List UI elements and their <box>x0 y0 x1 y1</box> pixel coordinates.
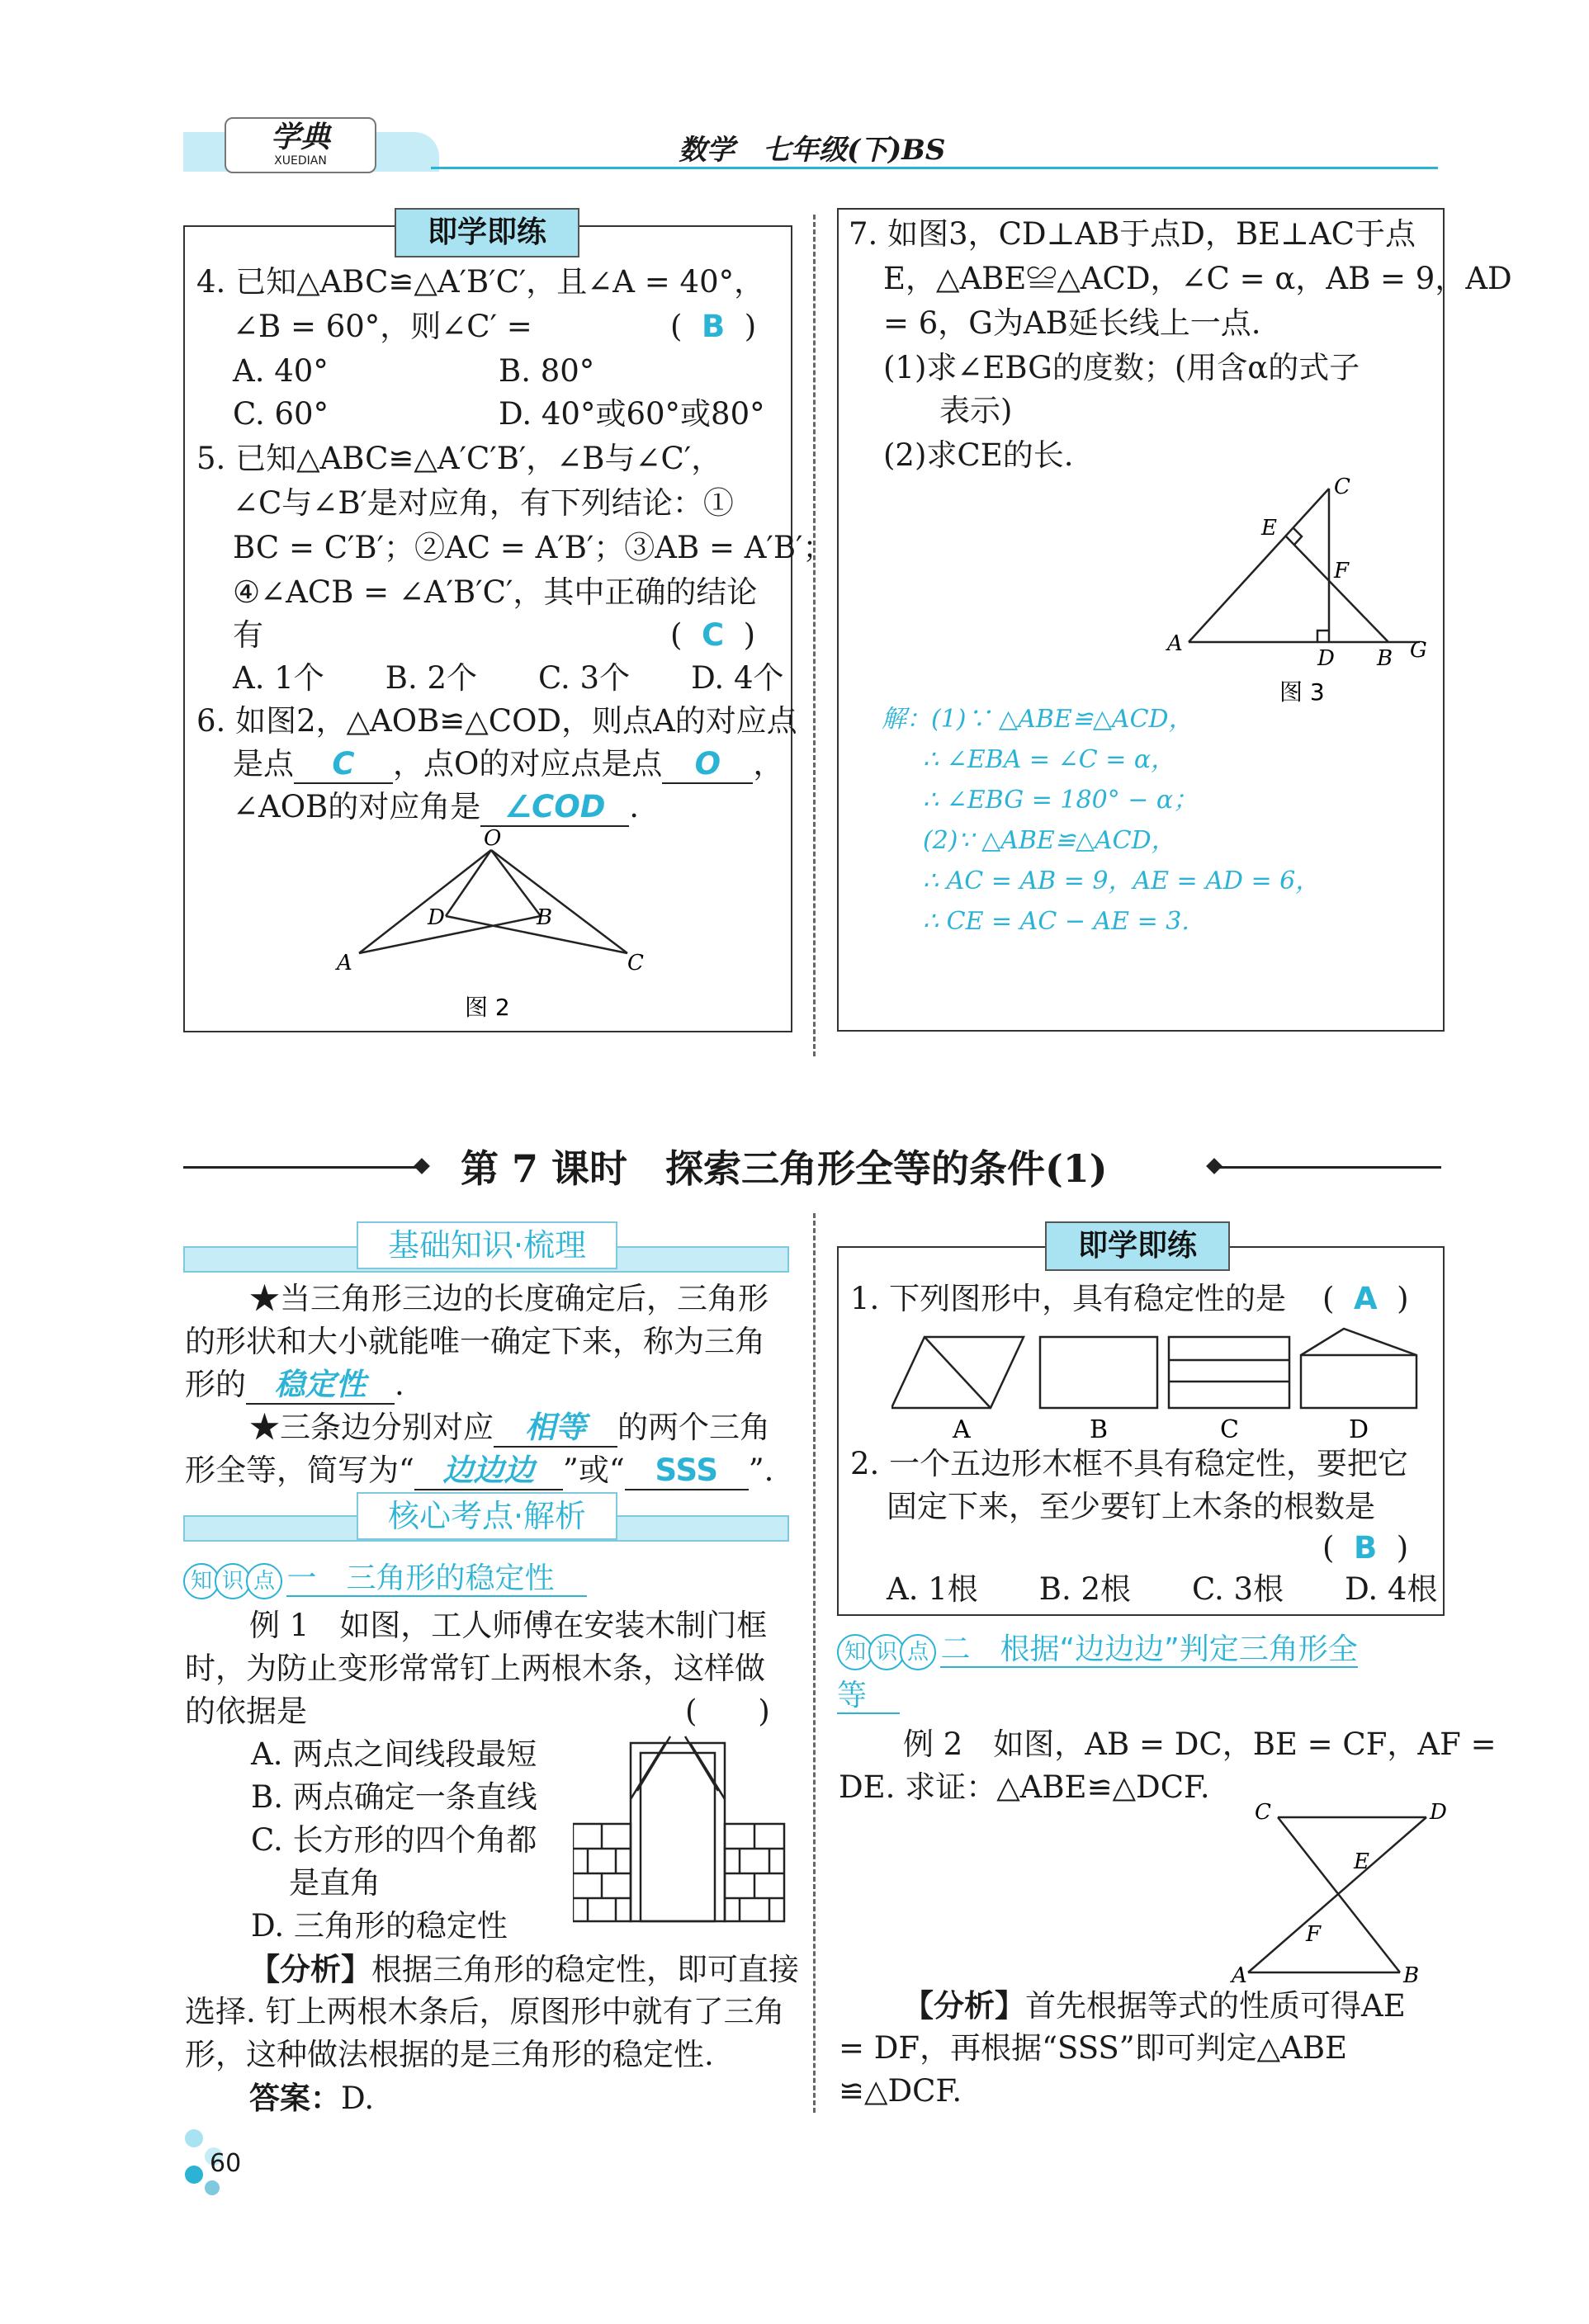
example1-option-d: D. 三角形的稳定性 <box>251 1908 508 1944</box>
practice-q2-answer: ( B ) <box>1322 1530 1409 1566</box>
q4-option-b: B. 80° <box>499 353 595 389</box>
knowledge-blank-sss: SSS <box>625 1452 749 1490</box>
figure-2 <box>330 825 660 1023</box>
fig2-label-d: D <box>428 905 445 930</box>
kp2-circle-3: 点 <box>900 1634 936 1670</box>
logo <box>225 117 376 173</box>
example2-line1: 例 2 如图，AB = DC，BE = CF，AF = <box>903 1726 1497 1762</box>
q4-option-c: C. 60° <box>233 396 329 432</box>
q7-line2: E，△ABE≌△ACD，∠C = α，AB = 9，AD <box>883 261 1512 296</box>
header-banner <box>183 120 1438 172</box>
knowledge-p1-line3: 形的 稳定性 . <box>185 1363 404 1406</box>
header-rule <box>431 167 1438 169</box>
q4-option-a: A. 40° <box>233 353 329 389</box>
shape-label-b: B <box>1090 1415 1109 1444</box>
q4-line1: 4. 已知△ABC≌△A′B′C′，且∠A = 40°， <box>196 264 765 300</box>
q7-line6: (2)求CE的长. <box>883 437 1074 473</box>
practice-q1-answer: ( A ) <box>1322 1281 1409 1316</box>
kp1-circle-2: 识 <box>215 1563 251 1599</box>
example1-option-c1: C. 长方形的四个角都 <box>251 1822 537 1858</box>
answer-1: 答案：D. <box>249 2080 375 2116</box>
fig3-caption: 图 3 <box>1279 678 1325 706</box>
q5-line4: ④∠ACB = ∠A′B′C′，其中正确的结论 <box>233 574 758 610</box>
shape-label-a: A <box>953 1415 971 1444</box>
q4-option-d: D. 40°或60°或80° <box>499 396 765 432</box>
q4-answer: ( B ) <box>670 309 757 344</box>
q6-blank-1: C <box>294 746 393 784</box>
q6-line1: 6. 如图2，△AOB≌△COD，则点A的对应点 <box>196 703 797 739</box>
q7-line4: (1)求∠EBG的度数；(用含α的式子 <box>883 350 1360 385</box>
knowledge-p1-line2: 的形状和大小就能唯一确定下来，称为三角 <box>185 1324 765 1359</box>
analysis-2-line3: ≌△DCF. <box>839 2073 962 2109</box>
column-divider-top <box>813 215 816 1056</box>
example2-line2: DE. 求证：△ABE≌△DCF. <box>839 1769 1210 1805</box>
knowledge-blank-stability: 稳定性 <box>246 1367 395 1405</box>
fig3-label-b: B <box>1377 646 1393 671</box>
example1-option-a: A. 两点之间线段最短 <box>251 1736 537 1772</box>
knowledge-p2-line2: 形全等，简写为“ 边边边 ”或“ SSS ”. <box>185 1449 773 1492</box>
fig-ex2-label-d: D <box>1430 1800 1447 1825</box>
figure-3 <box>1164 470 1436 710</box>
example1-line1: 例 1 如图，工人师傅在安装木制门框 <box>249 1608 768 1643</box>
q5-options: A. 1个 B. 2个 C. 3个 D. 4个 <box>233 660 784 696</box>
shapes-figure <box>891 1320 1436 1444</box>
fig-ex2-label-a: A <box>1232 1963 1247 1988</box>
kp1-title: 一 三角形的稳定性 <box>286 1561 587 1597</box>
q7-line3: = 6，G为AB延长线上一点. <box>883 305 1261 341</box>
lesson-title-rule-right <box>1217 1166 1441 1169</box>
analysis-2-line1: 【分析】首先根据等式的性质可得AE <box>903 1987 1406 2024</box>
fig2-caption: 图 2 <box>465 994 510 1021</box>
fig3-label-e: E <box>1261 516 1277 541</box>
q6-blank-3: ∠COD <box>480 789 629 827</box>
solution-line-2: ∴ ∠EBA = ∠C = α， <box>923 745 1176 774</box>
fig3-label-c: C <box>1334 475 1350 499</box>
fig3-label-d: D <box>1317 646 1335 671</box>
fig2-label-a: A <box>337 951 352 975</box>
kp2-circle-1: 知 <box>837 1634 873 1670</box>
knowledge-blank-equal: 相等 <box>494 1410 617 1448</box>
q5-line2: ∠C与∠B′是对应角，有下列结论：① <box>233 485 734 521</box>
fig3-label-a: A <box>1167 631 1183 656</box>
q5-line1: 5. 已知△ABC≌△A′C′B′，∠B与∠C′， <box>196 441 722 476</box>
q4-line2: ∠B = 60°，则∠C′ = <box>233 309 532 344</box>
band-core-points-label: 核心考点·解析 <box>357 1492 617 1540</box>
door-frame-figure <box>573 1733 787 1923</box>
solution-line-3: ∴ ∠EBG = 180° − α； <box>923 786 1199 815</box>
q6-line2: 是点 C ，点O的对应点是点 O ， <box>233 743 783 786</box>
practice-q2-options: A. 1根 B. 2根 C. 3根 D. 4根 <box>887 1571 1438 1607</box>
solution-line-5: ∴ AC = AB = 9，AE = AD = 6， <box>923 867 1321 895</box>
knowledge-point-2-line2: 等 <box>837 1675 900 1717</box>
practice-tag-left: 即学即练 <box>395 208 579 257</box>
shape-label-c: C <box>1220 1415 1239 1444</box>
lesson-title-rule-left <box>183 1166 423 1169</box>
q6-blank-2: O <box>662 746 753 784</box>
fig2-label-c: C <box>627 951 644 975</box>
example1-option-b: B. 两点确定一条直线 <box>251 1779 537 1815</box>
kp1-circle-1: 知 <box>183 1563 220 1599</box>
header-title: 数学 七年级(下)BS <box>679 134 946 167</box>
shape-label-d: D <box>1349 1415 1369 1444</box>
q5-line5: 有 <box>233 617 263 653</box>
practice-tag-right: 即学即练 <box>1045 1221 1230 1271</box>
example1-line2: 时，为防止变形常常钉上两根木条，这样做 <box>185 1651 765 1686</box>
q7-line5: 表示) <box>939 393 1013 428</box>
practice-q1: 1. 下列图形中，具有稳定性的是 <box>850 1281 1287 1316</box>
knowledge-point-2 <box>837 1629 1358 1670</box>
kp1-circle-3: 点 <box>246 1563 282 1599</box>
fig2-label-b: B <box>537 905 553 930</box>
lesson-title: 第 7 课时 探索三角形全等的条件(1) <box>461 1146 1108 1191</box>
fig-ex2-label-e: E <box>1354 1849 1369 1874</box>
fig3-label-g: G <box>1410 638 1427 663</box>
example2-figure <box>1230 1799 1453 1989</box>
fig3-label-f: F <box>1334 559 1350 583</box>
knowledge-blank-sss-cn: 边边边 <box>414 1452 563 1490</box>
diamond-icon-left <box>414 1158 430 1174</box>
example1-line3: 的依据是 <box>185 1693 307 1729</box>
logo-text: 学典 <box>270 120 330 154</box>
fig-ex2-label-b: B <box>1403 1963 1420 1988</box>
q5-line3: BC = C′B′；②AC = A′B′；③AB = A′B′； <box>233 530 834 565</box>
kp2-circle-2: 识 <box>868 1634 905 1670</box>
fig2-label-o: O <box>484 826 502 851</box>
example1-option-c2: 是直角 <box>289 1865 381 1901</box>
q5-answer: ( C ) <box>670 617 756 653</box>
practice-q2-line1: 2. 一个五边形木框不具有稳定性，要把它 <box>850 1446 1409 1481</box>
solution-line-4: (2)∵ △ABE≌△ACD， <box>923 826 1176 855</box>
knowledge-p1-line1: ★当三角形三边的长度确定后，三角形 <box>249 1281 768 1316</box>
knowledge-p2-line1: ★三条边分别对应 相等 的两个三角 <box>249 1406 770 1449</box>
solution-line-6: ∴ CE = AC − AE = 3. <box>923 907 1189 936</box>
q7-line1: 7. 如图3，CD⊥AB于点D，BE⊥AC于点 <box>849 216 1416 252</box>
analysis-1-line2: 选择. 钉上两根木条后，原图形中就有了三角 <box>185 1994 785 2029</box>
fig-ex2-label-f: F <box>1306 1922 1322 1947</box>
example1-paren: ( ) <box>685 1693 770 1729</box>
kp2-title: 二 根据“边边边”判定三角形全 <box>940 1632 1358 1666</box>
practice-q2-line2: 固定下来，至少要钉上木条的根数是 <box>887 1489 1375 1524</box>
knowledge-point-1 <box>183 1558 587 1599</box>
column-divider-bottom <box>813 1213 816 2113</box>
page-number: 60 <box>210 2149 242 2178</box>
logo-sub: XUEDIAN <box>274 154 327 168</box>
analysis-1-line3: 形，这种做法根据的是三角形的稳定性. <box>185 2037 714 2072</box>
solution-line-1: 解：(1)∵ △ABE≌△ACD， <box>882 705 1194 734</box>
fig-ex2-label-c: C <box>1255 1800 1271 1825</box>
analysis-2-line2: = DF，再根据“SSS”即可判定△ABE <box>839 2030 1348 2066</box>
band-basic-knowledge-label: 基础知识·梳理 <box>357 1221 617 1269</box>
q6-line3: ∠AOB的对应角是 ∠COD . <box>233 786 639 829</box>
analysis-1-line1: 【分析】根据三角形的稳定性，即可直接 <box>249 1951 799 1987</box>
